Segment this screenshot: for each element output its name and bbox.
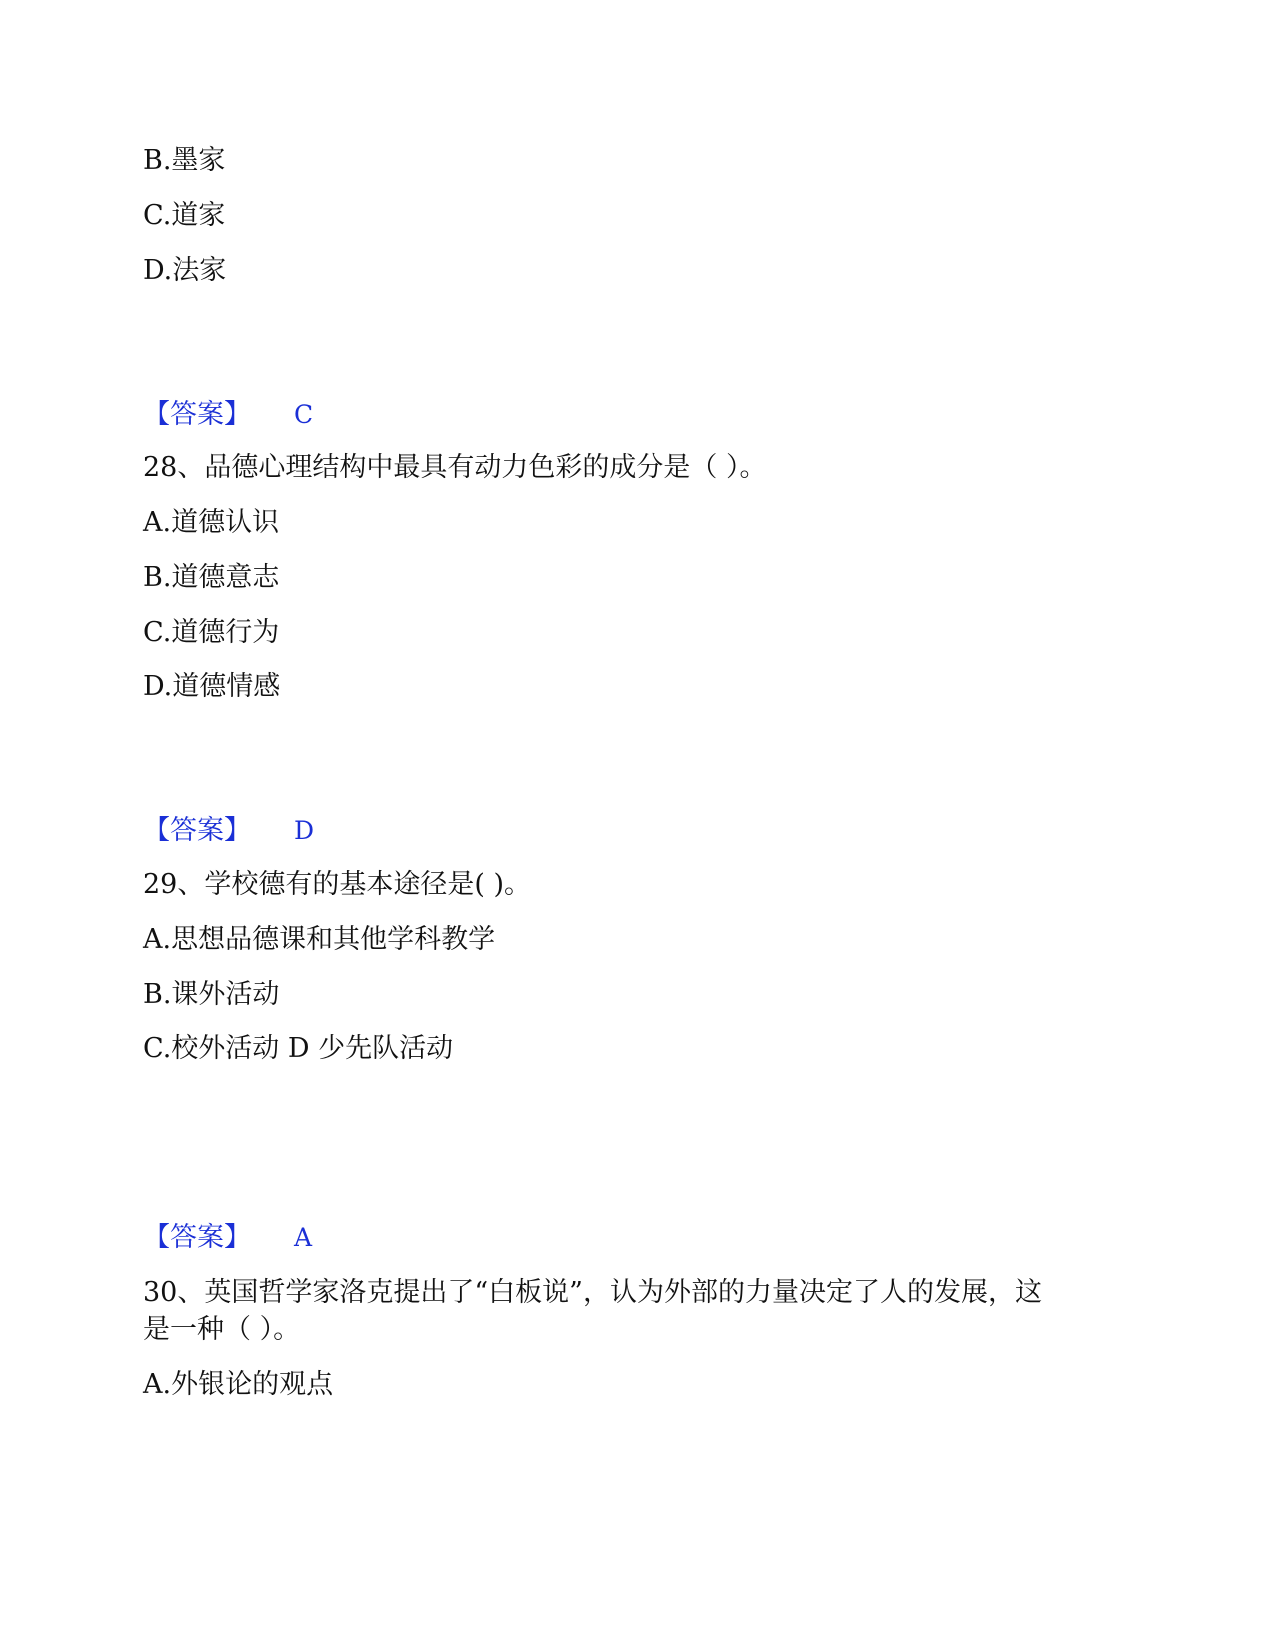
q28-question: 28、品德心理结构中最具有动力色彩的成分是（ ）。	[143, 452, 767, 483]
q28-answer-label: 【答案】	[143, 815, 251, 846]
q29-option-c-d: C.校外活动 D 少先队活动	[143, 1033, 454, 1064]
q30-option-a: A.外银论的观点	[143, 1369, 334, 1400]
q27-answer-value: C	[294, 400, 314, 429]
q28-option-a: A.道德认识	[143, 507, 280, 538]
q28-answer-value: D	[294, 816, 315, 845]
q29-answer-value: A	[294, 1223, 313, 1252]
q29-option-a: A.思想品德课和其他学科教学	[143, 924, 496, 955]
q30-question-line2: 是一种（ ）。	[143, 1314, 301, 1345]
q27-option-c: C.道家	[143, 200, 226, 231]
q29-question: 29、学校德有的基本途径是( )。	[143, 869, 532, 900]
q29-answer-label: 【答案】	[143, 1222, 251, 1253]
q27-option-b: B.墨家	[143, 145, 226, 176]
q30-question-line1: 30、英国哲学家洛克提出了“白板说”，认为外部的力量决定了人的发展，这	[143, 1277, 1042, 1308]
q28-option-b: B.道德意志	[143, 562, 280, 593]
q27-answer-label: 【答案】	[143, 399, 251, 430]
q29-option-b: B.课外活动	[143, 979, 280, 1010]
q28-option-c: C.道德行为	[143, 617, 280, 648]
q27-option-d: D.法家	[143, 255, 227, 286]
q28-option-d: D.道德情感	[143, 671, 281, 702]
